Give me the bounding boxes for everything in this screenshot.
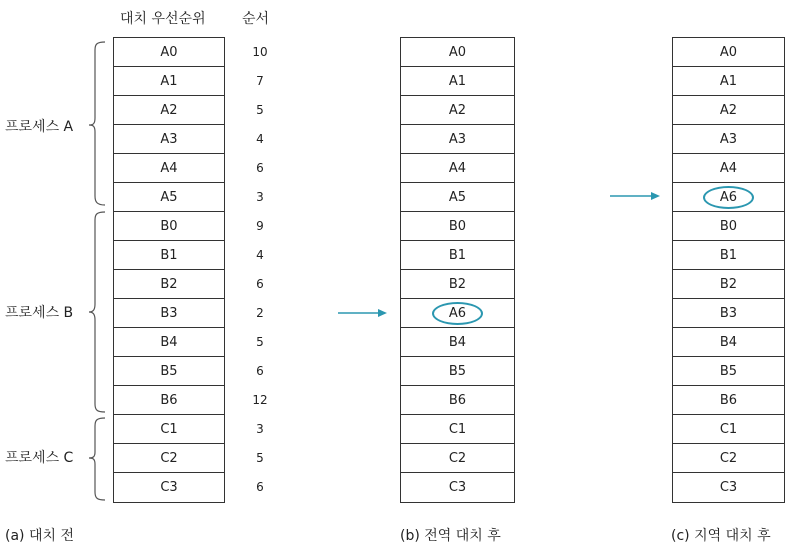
page-label: B0	[719, 218, 738, 234]
order-value: 10	[252, 45, 268, 59]
page-label: C1	[448, 421, 467, 437]
page-label: A6	[703, 186, 754, 209]
process-b-label: 프로세스 B	[5, 305, 74, 321]
page-label: A2	[160, 102, 178, 118]
page-label: B0	[448, 218, 467, 234]
page-label: B6	[448, 392, 467, 408]
page-label: A1	[160, 73, 178, 89]
order-value: 6	[256, 480, 264, 494]
page-label: B4	[448, 334, 467, 350]
page-label: A3	[448, 131, 467, 147]
order-value: 4	[256, 132, 264, 146]
page-label: A4	[448, 160, 467, 176]
order-value: 4	[256, 248, 264, 262]
order-header: 순서	[242, 11, 270, 27]
page-label: B4	[719, 334, 738, 350]
order-value: 12	[252, 393, 268, 407]
page-label: B2	[160, 276, 178, 292]
page-label: B1	[160, 247, 178, 263]
brace-process-a	[89, 42, 105, 205]
order-value: 6	[256, 161, 264, 175]
page-label: A4	[719, 160, 738, 176]
order-value: 5	[256, 335, 264, 349]
page-label: B2	[719, 276, 738, 292]
order-value: 5	[256, 451, 264, 465]
page-label: B6	[719, 392, 738, 408]
page-label: B0	[160, 218, 178, 234]
caption-local: (c) 지역 대치 후	[671, 528, 771, 544]
page-label: C3	[719, 480, 738, 495]
caption-global: (b) 전역 대치 후	[400, 528, 501, 544]
page-label: C2	[719, 450, 738, 466]
page-label: C2	[160, 450, 178, 466]
page-label: C1	[160, 421, 178, 437]
page-label: A4	[160, 160, 178, 176]
page-label: B6	[160, 392, 178, 408]
page-label: A2	[719, 102, 738, 118]
order-value: 5	[256, 103, 264, 117]
order-value: 6	[256, 277, 264, 291]
arrow-local-head	[651, 192, 660, 200]
page-label: B2	[448, 276, 467, 292]
page-label: A2	[448, 102, 467, 118]
page-label: C3	[160, 480, 178, 495]
page-label: A3	[160, 131, 178, 147]
page-label: C2	[448, 450, 467, 466]
page-label: B5	[719, 363, 738, 379]
page-label: B1	[448, 247, 467, 263]
priority-header: 대치 우선순위	[120, 11, 206, 27]
arrow-global-head	[378, 309, 387, 317]
page-label: A6	[432, 302, 483, 325]
page-label: C1	[719, 421, 738, 437]
order-value: 3	[256, 190, 264, 204]
page-label: B3	[160, 305, 178, 321]
page-label: A3	[719, 131, 738, 147]
page-label: A5	[160, 189, 178, 205]
caption-before: (a) 대치 전	[5, 528, 74, 544]
page-label: A1	[719, 73, 738, 89]
page-label: B1	[719, 247, 738, 263]
order-value: 9	[256, 219, 264, 233]
order-value: 6	[256, 364, 264, 378]
page-label: A0	[160, 44, 178, 60]
page-label: A0	[448, 44, 467, 60]
brace-process-b	[89, 212, 105, 412]
page-label: A0	[719, 44, 738, 60]
page-label: A1	[448, 73, 467, 89]
page-label: B5	[160, 363, 178, 379]
order-value: 2	[256, 306, 264, 320]
brace-process-c	[89, 418, 105, 500]
page-label: C3	[448, 480, 467, 495]
page-label: B4	[160, 334, 178, 350]
order-value: 7	[256, 74, 264, 88]
page-label: B5	[448, 363, 467, 379]
page-label: B3	[719, 305, 738, 321]
page-label: A5	[448, 189, 467, 205]
process-c-label: 프로세스 C	[5, 450, 74, 466]
process-a-label: 프로세스 A	[5, 119, 74, 135]
order-value: 3	[256, 422, 264, 436]
